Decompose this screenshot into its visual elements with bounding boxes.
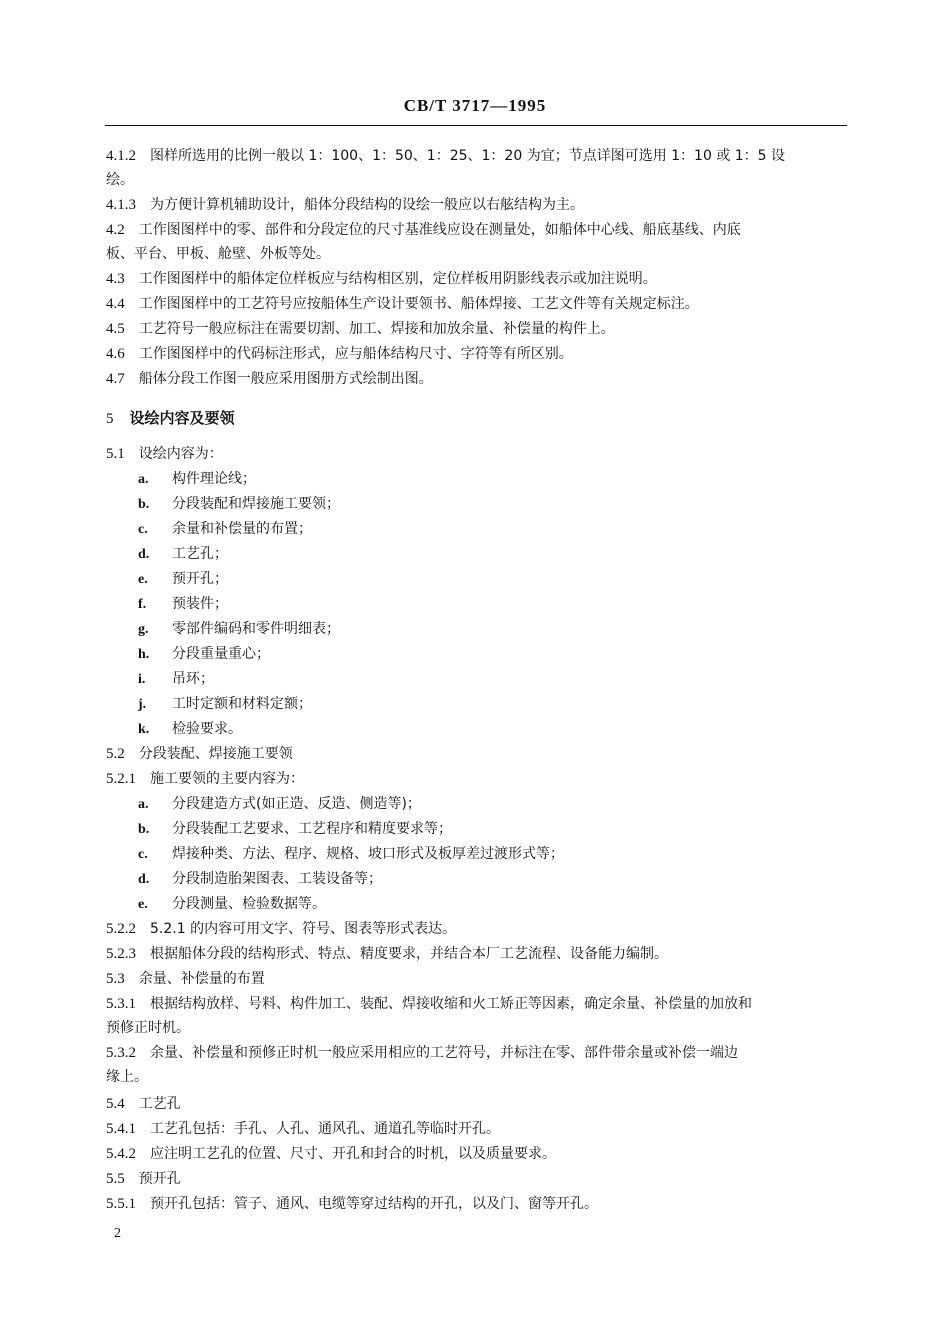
- clause-5-4-2: [106, 1144, 848, 1164]
- clause-text: 5.2.1 的内容可用文字、符号、图表等形式表达。: [150, 921, 457, 937]
- clause-4-5: [106, 319, 848, 339]
- clause-number: 5.4: [106, 1096, 125, 1112]
- section-5-title: [106, 408, 848, 429]
- clause-text: 工作图图样中的船体定位样板应与结构相区别，定位样板用阴影线表示或加注说明。: [138, 271, 657, 287]
- list-letter: c.: [138, 522, 148, 537]
- clause-4-1-3: [106, 195, 848, 215]
- list-text: 预装件；: [172, 596, 228, 612]
- list-letter: d.: [138, 547, 150, 562]
- list-item: [138, 594, 228, 615]
- clause-5-2-1: [106, 769, 848, 789]
- list-letter: c.: [138, 847, 148, 862]
- clause-5-3-2: [106, 1043, 848, 1063]
- clause-number: 5.2.1: [106, 771, 136, 787]
- page-number: 2: [114, 1226, 121, 1241]
- list-item: [138, 719, 242, 740]
- list-item: [138, 544, 228, 565]
- clause-number: 5.5.1: [106, 1196, 136, 1212]
- clause-text: 根据船体分段的结构形式、特点、精度要求，并结合本厂工艺流程、设备能力编制。: [150, 946, 668, 962]
- list-item: [138, 644, 270, 665]
- list-item: [138, 844, 564, 865]
- list-text: 吊环；: [172, 671, 214, 687]
- list-letter: g.: [138, 622, 149, 637]
- clause-number: 4.3: [106, 271, 125, 287]
- list-text: 分段装配工艺要求、工艺程序和精度要求等；: [172, 821, 452, 837]
- list-letter: a.: [138, 797, 149, 812]
- list-text: 零部件编码和零件明细表；: [172, 621, 340, 637]
- clause-number: 4.6: [106, 346, 125, 362]
- clause-4-1-2: [106, 146, 848, 166]
- clause-text: 工艺符号一般应标注在需要切割、加工、焊接和加放余量、补偿量的构件上。: [138, 321, 615, 337]
- list-text: 构件理论线；: [172, 471, 256, 487]
- list-letter: a.: [138, 472, 149, 487]
- list-item: [138, 619, 340, 640]
- clause-number: 4.7: [106, 371, 125, 387]
- clause-5-2-3: [106, 944, 848, 964]
- list-text: 余量和补偿量的布置；: [172, 521, 312, 537]
- clause-text: 分段装配、焊接施工要领: [138, 746, 293, 762]
- clause-number: 5.2.3: [106, 946, 136, 962]
- clause-number: 4.5: [106, 321, 125, 337]
- clause-text: 预开孔: [138, 1171, 181, 1187]
- clause-number: 5.3.2: [106, 1045, 136, 1061]
- list-text: 预开孔；: [172, 571, 228, 587]
- clause-number: 4.4: [106, 296, 125, 312]
- clause-number: 5.3.1: [106, 996, 136, 1012]
- clause-5-3-1: [106, 994, 848, 1014]
- list-letter: f.: [138, 597, 147, 612]
- clause-text: 为方便计算机辅助设计，船体分段结构的设绘一般应以右舷结构为主。: [150, 197, 584, 213]
- clause-number: 5.4.1: [106, 1121, 136, 1137]
- clause-4-7: [106, 369, 848, 389]
- list-item: [138, 894, 326, 915]
- clause-text: 余量、补偿量和预修正时机一般应采用相应的工艺符号，并标注在零、部件带余量或补偿一端边: [150, 1045, 738, 1061]
- list-item: [138, 669, 214, 690]
- clause-number: 5.1: [106, 446, 125, 462]
- list-letter: d.: [138, 872, 150, 887]
- clause-text: 应注明工艺孔的位置、尺寸、开孔和封合的时机，以及质量要求。: [150, 1146, 556, 1162]
- clause-5-5: [106, 1169, 848, 1189]
- section-number: 5: [106, 411, 114, 427]
- clause-5-5-1: [106, 1194, 848, 1214]
- list-letter: e.: [138, 572, 148, 587]
- clause-text: 工艺孔包括：手孔、人孔、通风孔、通道孔等临时开孔。: [150, 1121, 500, 1137]
- list-letter: b.: [138, 497, 150, 512]
- list-text: 工艺孔；: [172, 546, 228, 562]
- clause-number: 5.2: [106, 746, 125, 762]
- clause-number: 4.2: [106, 222, 125, 238]
- list-letter: k.: [138, 722, 150, 737]
- list-letter: b.: [138, 822, 150, 837]
- list-text: 分段制造胎架图表、工装设备等；: [172, 871, 382, 887]
- list-item: [138, 869, 382, 890]
- list-item: [138, 819, 452, 840]
- list-item: [138, 469, 256, 490]
- clause-5-4-1: [106, 1119, 848, 1139]
- clause-5-2: [106, 744, 848, 764]
- clause-text: 图样所选用的比例一般以 1：100、1：50、1：25、1：20 为宜；节点详图可选用 1：10 或 1：5 设: [150, 148, 786, 164]
- clause-4-1-2-continued: 绘。: [106, 172, 134, 188]
- list-text: 分段测量、检验数据等。: [172, 896, 326, 912]
- section-heading: 设绘内容及要领: [129, 409, 235, 427]
- list-letter: h.: [138, 647, 150, 662]
- list-text: 工时定额和材料定额；: [172, 696, 312, 712]
- list-text: 分段建造方式(如正造、反造、侧造等)；: [172, 796, 421, 812]
- clause-4-6: [106, 344, 848, 364]
- clause-number: 4.1.2: [106, 148, 136, 164]
- list-item: [138, 794, 421, 815]
- clause-text: 船体分段工作图一般应采用图册方式绘制出图。: [138, 371, 433, 387]
- clause-number: 5.2.2: [106, 921, 136, 937]
- clause-number: 5.4.2: [106, 1146, 136, 1162]
- clause-5-1: [106, 444, 848, 464]
- clause-4-2: [106, 220, 848, 240]
- clause-text: 设绘内容为：: [138, 446, 223, 462]
- clause-text: 施工要领的主要内容为：: [150, 771, 304, 787]
- clause-text: 工艺孔: [138, 1096, 181, 1112]
- clause-text: 预开孔包括：管子、通风、电缆等穿过结构的开孔，以及门、窗等开孔。: [150, 1196, 598, 1212]
- list-text: 焊接种类、方法、程序、规格、坡口形式及板厚差过渡形式等；: [172, 846, 564, 862]
- clause-text: 工作图图样中的工艺符号应按船体生产设计要领书、船体焊接、工艺文件等有关规定标注。: [138, 296, 699, 312]
- clause-number: 5.5: [106, 1171, 125, 1187]
- list-text: 检验要求。: [172, 721, 242, 737]
- clause-text: 余量、补偿量的布置: [138, 971, 265, 987]
- clause-5-4: [106, 1094, 848, 1114]
- clause-text: 工作图图样中的零、部件和分段定位的尺寸基准线应设在测量处，如船体中心线、船底基线、内底: [138, 222, 741, 238]
- list-item: [138, 569, 228, 590]
- header-rule: [105, 125, 847, 126]
- clause-4-3: [106, 269, 848, 289]
- list-item: [138, 494, 340, 515]
- clause-text: 工作图图样中的代码标注形式，应与船体结构尺寸、字符等有所区别。: [138, 346, 573, 362]
- list-letter: e.: [138, 897, 148, 912]
- clause-4-4: [106, 294, 848, 314]
- clause-5-3-1-continued: 预修正时机。: [106, 1020, 190, 1036]
- standard-code-header: CB/T 3717—1995: [403, 96, 547, 115]
- clause-4-2-continued: 板、平台、甲板、舱壁、外板等处。: [106, 246, 330, 262]
- clause-5-3: [106, 969, 848, 989]
- list-item: [138, 694, 312, 715]
- clause-5-2-2: [106, 919, 848, 939]
- clause-5-3-2-continued: 缘上。: [106, 1069, 148, 1085]
- clause-text: 根据结构放样、号料、构件加工、装配、焊接收缩和火工矫正等因素，确定余量、补偿量的加放和: [150, 996, 752, 1012]
- clause-number: 5.3: [106, 971, 125, 987]
- list-text: 分段重量重心；: [172, 646, 270, 662]
- list-letter: j.: [138, 697, 147, 712]
- list-letter: i.: [138, 672, 146, 687]
- list-text: 分段装配和焊接施工要领；: [172, 496, 340, 512]
- clause-number: 4.1.3: [106, 197, 136, 213]
- list-item: [138, 519, 312, 540]
